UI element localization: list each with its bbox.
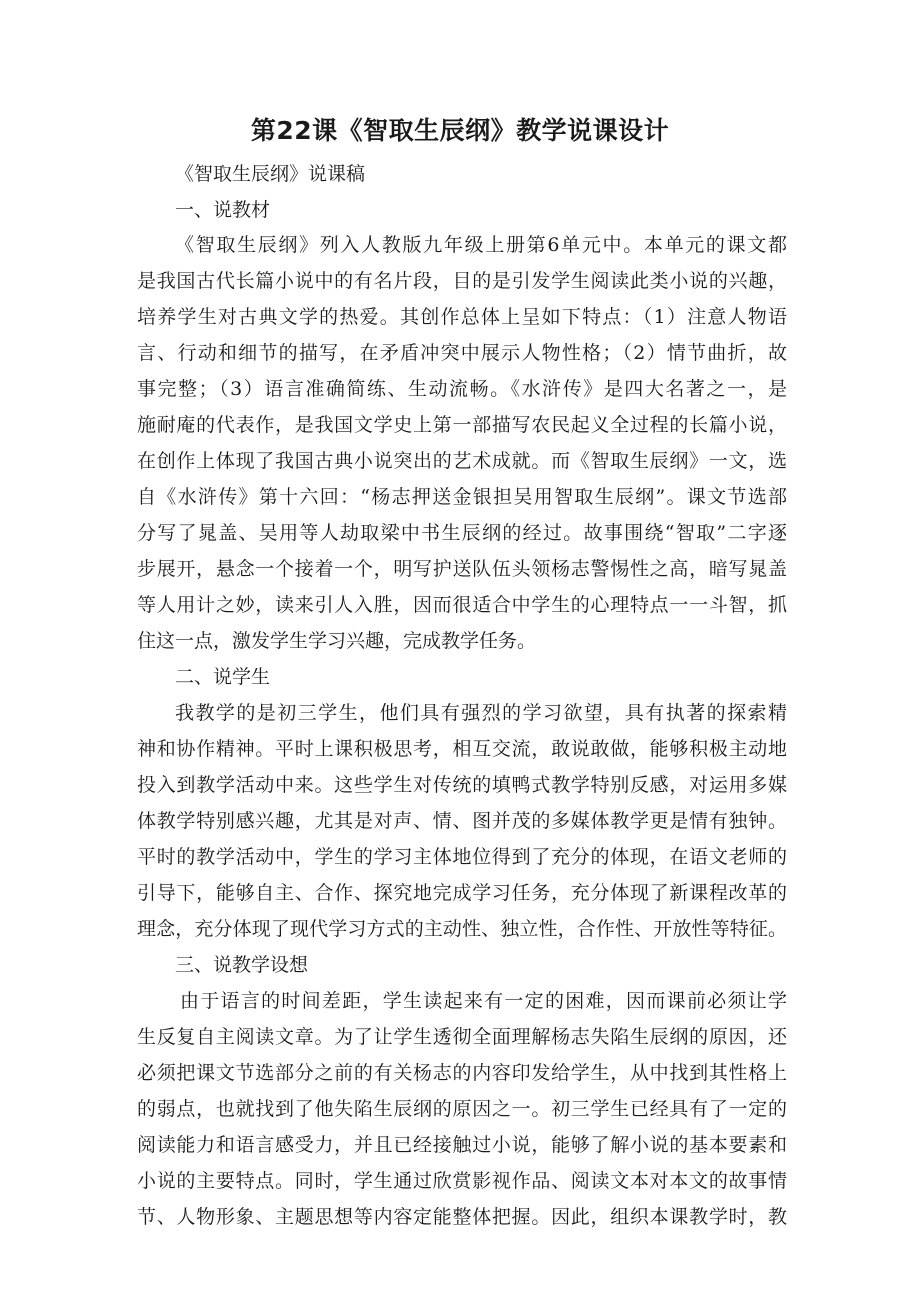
- paragraph-line: 平时的教学活动中，学生的学习主体地位得到了充分的体现，在语文老师的: [137, 846, 787, 868]
- paragraph-line: 必须把课文节选部分之前的有关杨志的内容印发给学生，从中找到其性格上: [137, 1062, 787, 1084]
- paragraph-line: 投入到教学活动中来。这些学生对传统的填鸭式教学特别反感，对运用多媒: [137, 774, 787, 796]
- paragraph-line: 施耐庵的代表作，是我国文学史上第一部描写农民起义全过程的长篇小说，: [137, 414, 787, 436]
- document-subtitle: 《智取生辰纲》说课稿: [175, 163, 366, 185]
- paragraph-line: 《智取生辰纲》列入人教版九年级上册第6单元中。本单元的课文都: [175, 234, 787, 256]
- paragraph-line: 小说的主要特点。同时，学生通过欣赏影视作品、阅读文本对本文的故事情: [137, 1170, 787, 1192]
- paragraph-line: 我教学的是初三学生，他们具有强烈的学习欲望，具有执著的探索精: [175, 702, 787, 724]
- section-heading-teaching-plan: 三、说教学设想: [175, 954, 309, 976]
- paragraph-line: 等人用计之妙，读来引人入胜，因而很适合中学生的心理特点一一斗智，抓: [137, 594, 787, 616]
- paragraph-line: 节、人物形象、主题思想等内容定能整体把握。因此，组织本课教学时，教: [137, 1206, 787, 1228]
- paragraph-line: 由于语言的时间差距，学生读起来有一定的困难，因而课前必须让学: [180, 990, 787, 1012]
- paragraph-line: 分写了晁盖、吴用等人劫取梁中书生辰纲的经过。故事围绕“智取”二字逐: [137, 522, 787, 544]
- paragraph-line: 神和协作精神。平时上课积极思考，相互交流，敢说敢做，能够积极主动地: [137, 738, 787, 760]
- paragraph-line: 理念，充分体现了现代学习方式的主动性、独立性，合作性、开放性等特征。: [137, 918, 787, 940]
- section-heading-textbook: 一、说教材: [175, 199, 271, 221]
- paragraph-line: 步展开，悬念一个接着一个，明写护送队伍头领杨志警惕性之高，暗写晁盖: [137, 558, 787, 580]
- paragraph-line: 培养学生对古典文学的热爱。其创作总体上呈如下特点：（1）注意人物语: [137, 306, 787, 328]
- paragraph-line: 事完整；（3）语言准确简练、生动流畅。《水浒传》是四大名著之一，是: [137, 378, 787, 400]
- paragraph-line: 在创作上体现了我国古典小说突出的艺术成就。而《智取生辰纲》一文，选: [137, 450, 787, 472]
- section-heading-students: 二、说学生: [175, 666, 271, 688]
- paragraph-line: 引导下，能够自主、合作、探究地完成学习任务，充分体现了新课程改革的: [137, 882, 787, 904]
- paragraph-line: 的弱点，也就找到了他失陷生辰纲的原因之一。初三学生已经具有了一定的: [137, 1098, 787, 1120]
- paragraph-line: 生反复自主阅读文章。为了让学生透彻全面理解杨志失陷生辰纲的原因，还: [137, 1026, 787, 1048]
- paragraph-line: 阅读能力和语言感受力，并且已经接触过小说，能够了解小说的基本要素和: [137, 1134, 787, 1156]
- paragraph-line: 体教学特别感兴趣，尤其是对声、情、图并茂的多媒体教学更是情有独钟。: [137, 810, 787, 832]
- paragraph-line: 自《水浒传》第十六回：“杨志押送金银担吴用智取生辰纲”。课文节选部: [137, 486, 787, 508]
- paragraph-line: 住这一点，激发学生学习兴趣，完成教学任务。: [137, 630, 537, 652]
- document-title: 第22课《智取生辰纲》教学说课设计: [250, 116, 670, 145]
- paragraph-line: 是我国古代长篇小说中的有名片段，目的是引发学生阅读此类小说的兴趣，: [137, 270, 787, 292]
- paragraph-line: 言、行动和细节的描写，在矛盾冲突中展示人物性格；（2）情节曲折，故: [137, 342, 787, 364]
